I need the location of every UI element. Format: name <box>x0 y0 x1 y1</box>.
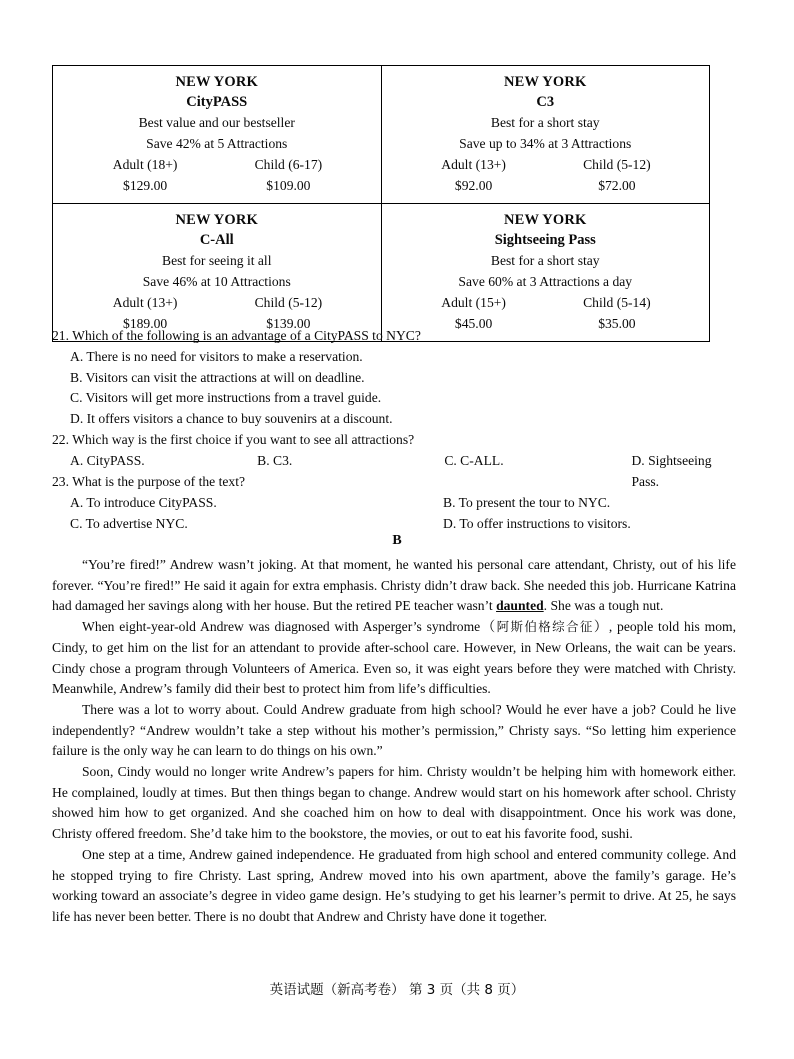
pass-child-label: Child (6-17) <box>254 157 323 172</box>
passage-paragraph-3: There was a lot to worry about. Could Andrew graduate from high school? Would he ever have a job? Could he live independently? “Andrew wouldn’t take a step without his mother’s permission,” Christy says. “So letting him experience failure is the only way he can learn to do things on his own.” <box>52 701 736 759</box>
pass-cell-c-all <box>53 204 382 342</box>
passage-p1-text-before: “You’re fired!” Andrew wasn’t joking. At that moment, he wanted his personal care attendant, Christy, out of his life forever. “You’re fired!” He said it again for extra emphasis. Christy didn’t draw back. She needed this job. Hurricane Katrina had damaged her savings along with her house. But the retired PE teacher wasn’t <box>52 557 736 614</box>
pass-city: NEW YORK <box>175 74 259 90</box>
pass-savings: Save 42% at 5 Attractions <box>146 136 288 151</box>
pass-name: C-All <box>199 232 234 248</box>
passage-paragraph-5: One step at a time, Andrew gained independence. He graduated from high school and entered community college. And he stopped trying to fire Christy. Last spring, Andrew moved into his own apartment, above the family’s garage. He’s working toward an associate’s degree in video game design. He’s studying to get his learner’s permit to drive. At 25, he says life has never been better. There is no doubt that Andrew and Christy have done it together. <box>52 846 736 924</box>
question-22-option-a[interactable]: A. CityPASS. <box>70 452 145 468</box>
pass-name: C3 <box>536 94 555 110</box>
question-23-options-row-1 <box>52 493 742 514</box>
pass-tagline: Best for a short stay <box>490 253 600 268</box>
question-23-option-b[interactable]: B. To present the tour to NYC. <box>443 494 611 510</box>
pass-name: Sightseeing Pass <box>494 232 596 248</box>
pass-child-label: Child (5-12) <box>254 295 323 310</box>
pass-adult-label: Adult (15+) <box>441 295 506 310</box>
pass-child-label: Child (5-14) <box>583 295 651 310</box>
question-21 <box>52 326 742 430</box>
pass-age-row <box>61 292 373 313</box>
pass-child-price: $139.00 <box>266 316 311 331</box>
question-21-option-d[interactable]: D. It offers visitors a chance to buy souvenirs at a discount. <box>70 411 393 427</box>
page-footer <box>0 978 794 999</box>
table-row <box>53 204 710 342</box>
pass-age-row <box>390 292 702 313</box>
pass-cell-sightseeing-pass <box>381 204 710 342</box>
pass-age-row <box>390 154 702 175</box>
pass-adult-label: Adult (13+) <box>112 295 178 310</box>
question-21-option-b[interactable]: B. Visitors can visit the attractions at will on deadline. <box>70 369 365 385</box>
question-21-option-c[interactable]: C. Visitors will get more instructions from a travel guide. <box>70 390 382 406</box>
pass-cell-c3 <box>381 66 710 204</box>
pass-tagline: Best for a short stay <box>490 115 600 130</box>
question-23-option-c[interactable]: C. To advertise NYC. <box>70 515 188 531</box>
pass-age-row <box>61 154 373 175</box>
pass-city: NEW YORK <box>175 212 259 228</box>
question-23-options-row-2 <box>52 514 742 535</box>
question-22-option-c[interactable]: C. C-ALL. <box>444 452 504 468</box>
pass-savings: Save up to 34% at 3 Attractions <box>459 136 632 151</box>
pass-child-price: $109.00 <box>266 178 311 193</box>
pass-price-row <box>61 175 373 196</box>
question-21-option-a[interactable]: A. There is no need for visitors to make a reservation. <box>70 348 363 364</box>
pass-city: NEW YORK <box>503 74 587 90</box>
pass-city: NEW YORK <box>503 212 587 228</box>
question-21-stem: 21. Which of the following is an advantage of a CityPASS to NYC? <box>52 328 421 343</box>
passage-paragraph-1 <box>52 555 736 617</box>
pass-adult-label: Adult (13+) <box>441 157 506 172</box>
pass-cell-citypass <box>53 66 382 204</box>
passage-p1-text-after: . She was a tough nut. <box>543 598 664 614</box>
passage-p2-chinese-gloss: 阿斯伯格综合征 <box>496 619 594 635</box>
pass-tagline: Best for seeing it all <box>162 253 272 268</box>
question-23-stem: 23. What is the purpose of the text? <box>52 474 246 489</box>
question-22-option-d[interactable]: D. Sightseeing Pass. <box>631 452 712 489</box>
pass-adult-label: Adult (18+) <box>112 157 178 172</box>
table-row <box>53 66 710 204</box>
pass-child-price: $72.00 <box>598 178 636 193</box>
page-footer-text: 英语试题（新高考卷） 第 3 页（共 8 页） <box>269 982 525 998</box>
question-22-stem: 22. Which way is the first choice if you want to see all attractions? <box>52 432 415 447</box>
citypass-comparison-table <box>52 65 710 342</box>
passage-p2-text-after: ）, people told his mom, Cindy, to get him on the list for an attendant to provide after-school care. However, in New Orleans, the wait can be years. Cindy chose a program through Volunteers of America. Even so, it was eight years before they were matched with Christy. Meanwhile, Andrew’s family did their best to protect him from life’s difficulties. <box>52 619 736 697</box>
passage-p2-text-before: When eight-year-old Andrew was diagnosed with Asperger’s syndrome（ <box>82 619 497 635</box>
section-letter-b: B <box>392 533 402 548</box>
pass-price-row <box>390 175 702 196</box>
pass-child-label: Child (5-12) <box>583 157 651 172</box>
pass-child-price: $35.00 <box>598 316 636 331</box>
question-23-option-d[interactable]: D. To offer instructions to visitors. <box>443 515 631 531</box>
pass-adult-price: $45.00 <box>454 316 493 331</box>
pass-adult-price: $129.00 <box>123 178 168 193</box>
reading-passage-b <box>52 555 736 928</box>
passage-p1-bold-word: daunted <box>496 598 544 614</box>
pass-tagline: Best value and our bestseller <box>138 115 295 130</box>
question-22-option-b[interactable]: B. C3. <box>257 452 293 468</box>
pass-adult-price: $189.00 <box>123 316 168 331</box>
passage-paragraph-2 <box>52 617 736 700</box>
pass-savings: Save 46% at 10 Attractions <box>142 274 291 289</box>
passage-paragraph-4: Soon, Cindy would no longer write Andrew’s papers for him. Christy wouldn’t be helping him with homework either. He complained, loudly at times. But then things began to change. Andrew would start on his homework after school. Christy showed him how to get organized. And she coached him on how to deal with disappointment. Once his work was done, Christy offered freedom. She’d take him to the bookstore, the movies, or out to eat his favorite food, sushi. <box>52 764 736 842</box>
pass-adult-price: $92.00 <box>454 178 493 193</box>
pass-savings: Save 60% at 3 Attractions a day <box>458 274 633 289</box>
question-23 <box>52 472 742 534</box>
question-23-option-a[interactable]: A. To introduce CityPASS. <box>70 494 217 510</box>
pass-name: CityPASS <box>186 94 248 110</box>
